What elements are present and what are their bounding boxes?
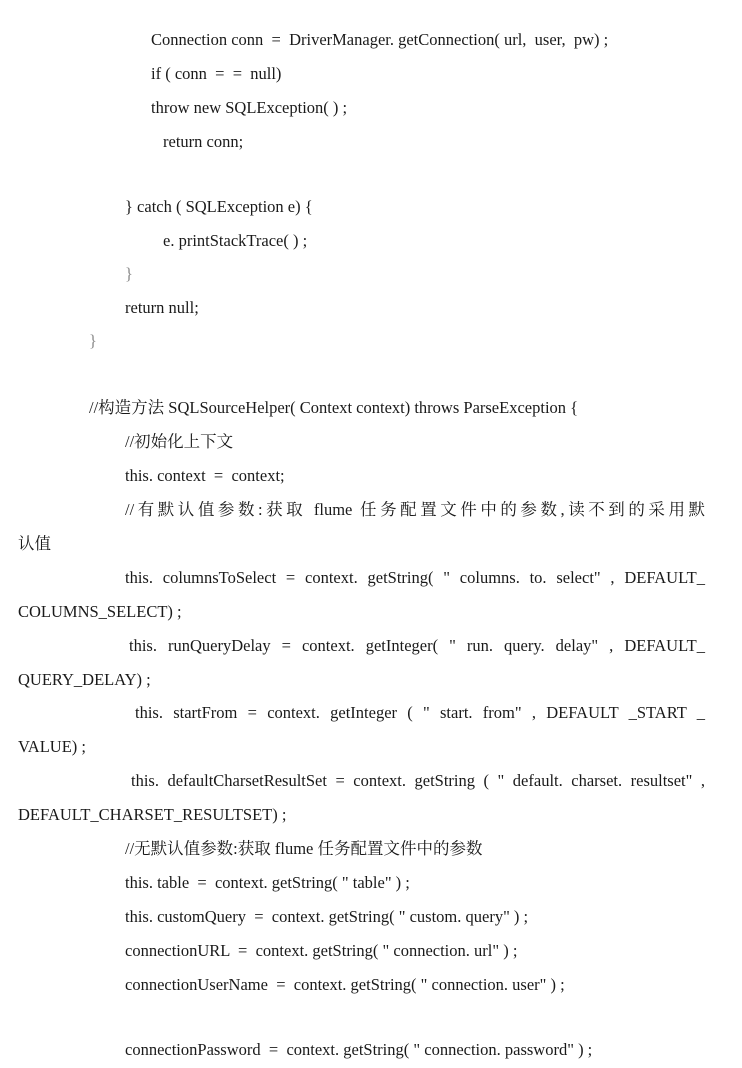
code-line-close-brace: } [125, 264, 133, 283]
code-line-default-charset: this. defaultCharsetResultSet = context. getString ( " default. charset. resultset" , [131, 771, 705, 790]
code-line-default-charset-cont: DEFAULT_CHARSET_RESULTSET) ; [18, 805, 287, 824]
code-comment-defaults-cont: 认值 [18, 534, 51, 553]
code-comment-init: //初始化上下文 [125, 432, 234, 451]
code-line-if-null: if ( conn = = null) [151, 64, 282, 83]
code-line-start-from: this. startFrom = context. getInteger ( " start. from" , DEFAULT _START _ [135, 703, 705, 722]
code-line-constructor: //构造方法 SQLSourceHelper( Context context) throws ParseException { [89, 398, 579, 417]
code-line-catch: } catch ( SQLException e) { [125, 197, 313, 216]
code-line-return-null: return null; [125, 298, 199, 317]
code-line-table: this. table = context. getString( " table" ) ; [125, 873, 410, 892]
code-line-return-conn: return conn; [163, 132, 244, 151]
code-comment-defaults: //有默认值参数:获取 flume 任务配置文件中的参数,读不到的采用默 [125, 500, 705, 519]
code-line-custom-query: this. customQuery = context. getString( " custom. query" ) ; [125, 907, 529, 926]
code-line-close-method: } [89, 331, 97, 350]
code-line-connection-url: connectionURL = context. getString( " connection. url" ) ; [125, 941, 518, 960]
code-line-throw: throw new SQLException( ) ; [151, 98, 348, 117]
code-line-start-from-cont: VALUE) ; [18, 737, 86, 756]
code-line-columns-to-select-cont: COLUMNS_SELECT) ; [18, 602, 182, 621]
code-line-connection-user: connectionUserName = context. getString( " connection. user" ) ; [125, 975, 565, 994]
code-line-connection-password: connectionPassword = context. getString( " connection. password" ) ; [125, 1040, 593, 1059]
code-line-run-query-delay-cont: QUERY_DELAY) ; [18, 670, 151, 689]
code-line-context: this. context = context; [125, 466, 285, 485]
code-line-run-query-delay: this. runQueryDelay = context. getInteger( " run. query. delay" , DEFAULT_ [129, 636, 705, 655]
code-line-columns-to-select: this. columnsToSelect = context. getString( " columns. to. select" , DEFAULT_ [125, 568, 705, 587]
code-line-print-stack: e. printStackTrace( ) ; [163, 231, 308, 250]
code-line-get-connection: Connection conn = DriverManager. getConnection( url, user, pw) ; [151, 30, 609, 49]
code-comment-no-defaults: //无默认值参数:获取 flume 任务配置文件中的参数 [125, 839, 483, 858]
